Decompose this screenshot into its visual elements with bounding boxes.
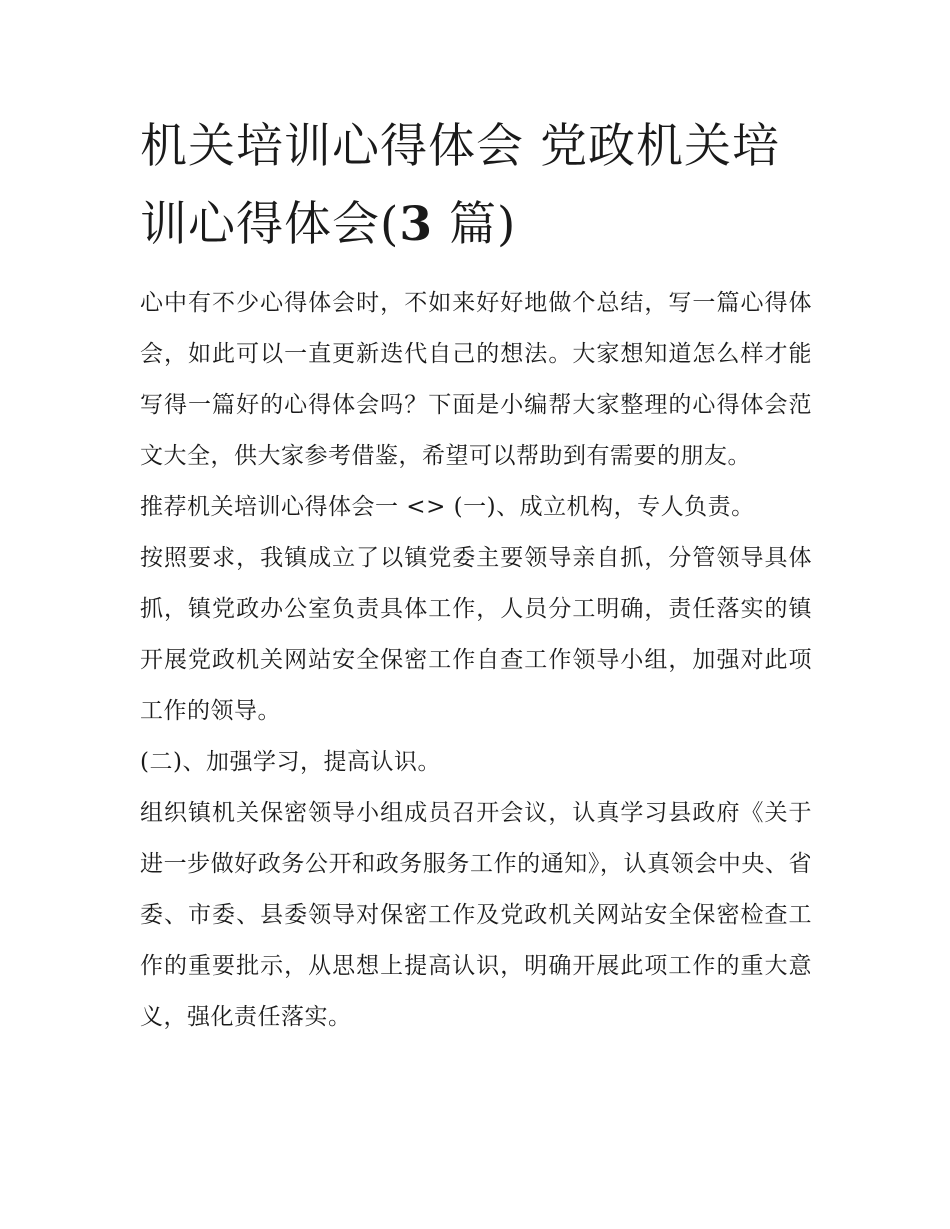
paragraph-heading-2: (二)、加强学习，提高认识。 xyxy=(140,749,441,775)
paragraph-intro: 心中有不少心得体会时，不如来好好地做个总结，写一篇心得体会，如此可以一直更新迭代自己的想法。大家想知道怎么样才能写得一篇好的心得体会吗？下面是小编帮大家整理的心得体会范文大全，供大家参考借鉴，希望可以帮助到有需要的朋友。 xyxy=(140,290,812,469)
paragraph-heading-1: 推荐机关培训心得体会一 <> (一)、成立机构，专人负责。 xyxy=(140,494,755,520)
document-page xyxy=(140,108,812,1043)
title-text: 机关培训心得体会 党政机关培训心得体会( xyxy=(140,119,780,252)
document-title xyxy=(140,108,812,264)
paragraph-body-2: 组织镇机关保密领导小组成员召开会议，认真学习县政府《关于进一步做好政务公开和政务服务工作的通知》，认真领会中央、省委、市委、县委领导对保密工作及党政机关网站安全保密检查工作的重要批示，从思想上提高认识，明确开展此项工作的重大意义，强化责任落实。 xyxy=(140,800,812,1030)
title-suffix: 篇) xyxy=(433,197,517,252)
title-count: 3 xyxy=(399,197,434,252)
paragraph-body-1: 按照要求，我镇成立了以镇党委主要领导亲自抓，分管领导具体抓，镇党政办公室负责具体工作，人员分工明确，责任落实的镇开展党政机关网站安全保密工作自查工作领导小组，加强对此项工作的领导。 xyxy=(140,545,812,724)
